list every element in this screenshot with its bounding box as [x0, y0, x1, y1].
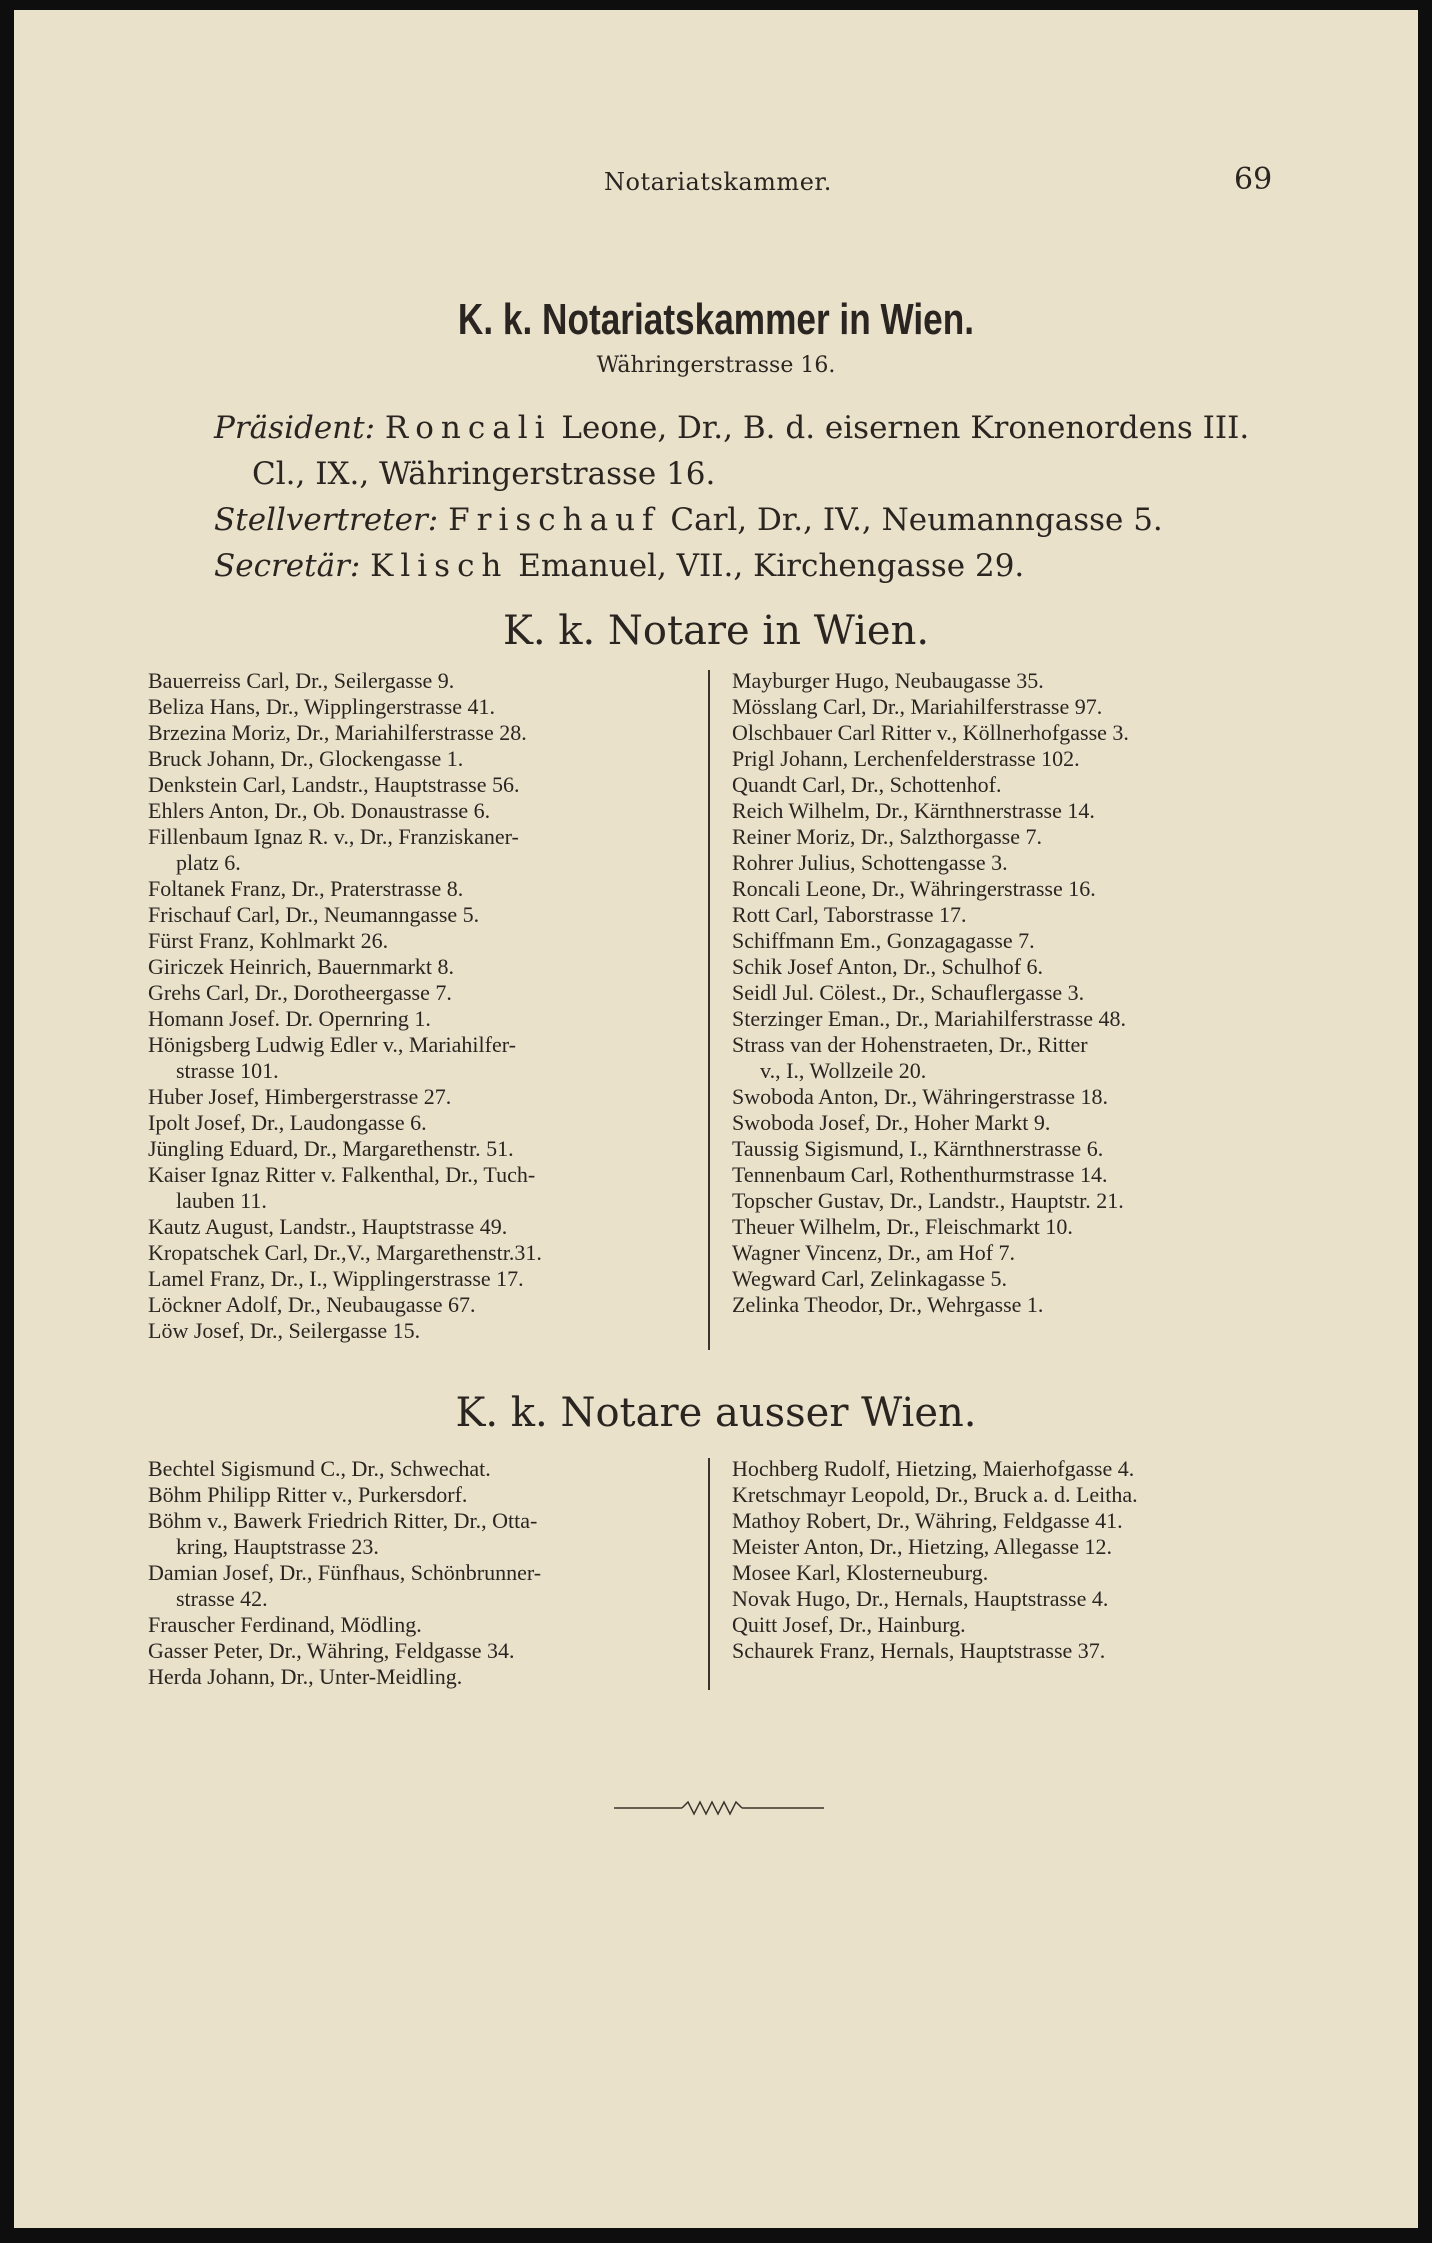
list-item: Denkstein Carl, Landstr., Hauptstrasse 56. — [148, 772, 520, 797]
notare-ausser-right-column — [732, 1456, 1138, 1664]
list-item: Zelinka Theodor, Dr., Wehrgasse 1. — [732, 1292, 1044, 1317]
officer-details: Carl, Dr., IV., Neumanngasse 5. — [660, 502, 1163, 538]
list-item: Mathoy Robert, Dr., Währing, Feldgasse 41. — [732, 1508, 1123, 1533]
list-item: Kautz August, Landstr., Hauptstrasse 49. — [148, 1214, 508, 1239]
list-item: Kaiser Ignaz Ritter v. Falkenthal, Dr., Tuch- — [148, 1162, 536, 1187]
list-item: Topscher Gustav, Dr., Landstr., Hauptstr. 21. — [732, 1188, 1124, 1213]
officers-list — [214, 405, 1294, 589]
list-item: Swoboda Anton, Dr., Währingerstrasse 18. — [732, 1084, 1108, 1109]
list-item: Ehlers Anton, Dr., Ob. Donaustrasse 6. — [148, 798, 491, 823]
list-item: Mayburger Hugo, Neubaugasse 35. — [732, 668, 1044, 693]
list-item: Prigl Johann, Lerchenfelderstrasse 102. — [732, 746, 1080, 771]
list-item: Huber Josef, Himbergerstrasse 27. — [148, 1084, 452, 1109]
list-item: Beliza Hans, Dr., Wipplingerstrasse 41. — [148, 694, 495, 719]
list-item: Rott Carl, Taborstrasse 17. — [732, 902, 967, 927]
list-item: Löw Josef, Dr., Seilergasse 15. — [148, 1318, 421, 1343]
list-item: Gasser Peter, Dr., Währing, Feldgasse 34. — [148, 1638, 515, 1663]
list-item: Homann Josef. Dr. Opernring 1. — [148, 1006, 431, 1031]
column-divider — [708, 670, 710, 1350]
list-item: Kretschmayr Leopold, Dr., Bruck a. d. Leitha. — [732, 1482, 1138, 1507]
list-item: Schik Josef Anton, Dr., Schulhof 6. — [732, 954, 1044, 979]
list-item: Hönigsberg Ludwig Edler v., Mariahilfer- — [148, 1032, 516, 1057]
list-item: Damian Josef, Dr., Fünfhaus, Schönbrunner- — [148, 1560, 542, 1585]
officer-surname: Frischauf — [448, 502, 661, 538]
list-item: Giriczek Heinrich, Bauernmarkt 8. — [148, 954, 455, 979]
list-item: Bruck Johann, Dr., Glockengasse 1. — [148, 746, 464, 771]
officer-role: Präsident: — [214, 410, 376, 446]
page — [14, 10, 1418, 2228]
notare-wien-right-column — [732, 668, 1129, 1318]
list-item: Wagner Vincenz, Dr., am Hof 7. — [732, 1240, 1016, 1265]
officer-secretaer — [214, 543, 1294, 589]
list-item: Reiner Moriz, Dr., Salzthorgasse 7. — [732, 824, 1042, 849]
section-title-notare-wien: K. k. Notare in Wien. — [502, 608, 930, 654]
list-item: Hochberg Rudolf, Hietzing, Maierhofgasse 4. — [732, 1456, 1135, 1481]
list-item: Theuer Wilhelm, Dr., Fleischmarkt 10. — [732, 1214, 1073, 1239]
list-item: Roncali Leone, Dr., Währingerstrasse 16. — [732, 876, 1096, 901]
list-item: Löckner Adolf, Dr., Neubaugasse 67. — [148, 1292, 476, 1317]
list-item: Taussig Sigismund, I., Kärnthnerstrasse 6. — [732, 1136, 1104, 1161]
section-title-notare-ausser-wien: K. k. Notare ausser Wien. — [455, 1390, 977, 1436]
officer-praesident — [214, 405, 1294, 451]
notare-wien-left-column — [148, 668, 542, 1344]
list-item: lauben 11. — [176, 1188, 267, 1213]
list-item: Quandt Carl, Dr., Schottenhof. — [732, 772, 1002, 797]
list-item: Grehs Carl, Dr., Dorotheergasse 7. — [148, 980, 452, 1005]
chamber-title: K. k. Notariatskammer in Wien. — [457, 295, 975, 344]
list-item: strasse 101. — [176, 1058, 279, 1083]
officer-role: Stellvertreter: — [214, 502, 439, 538]
ornament-rule-icon — [614, 1798, 824, 1818]
list-item: Mosee Karl, Klosterneuburg. — [732, 1560, 989, 1585]
page-number: 69 — [1234, 162, 1273, 197]
list-item: Sterzinger Eman., Dr., Mariahilferstrasse 48. — [732, 1006, 1127, 1031]
list-item: Tennenbaum Carl, Rothenthurmstrasse 14. — [732, 1162, 1108, 1187]
officer-surname: Roncali — [384, 410, 552, 446]
officer-stellvertreter — [214, 497, 1294, 543]
list-item: Ipolt Josef, Dr., Laudongasse 6. — [148, 1110, 427, 1135]
list-item: Schiffmann Em., Gonzagagasse 7. — [732, 928, 1035, 953]
list-item: Olschbauer Carl Ritter v., Köllnerhofgasse 3. — [732, 720, 1129, 745]
list-item: Novak Hugo, Dr., Hernals, Hauptstrasse 4. — [732, 1586, 1109, 1611]
list-item: Quitt Josef, Dr., Hainburg. — [732, 1612, 966, 1637]
officer-details-cont: Cl., IX., Währingerstrasse 16. — [252, 456, 716, 492]
list-item: Meister Anton, Dr., Hietzing, Allegasse 12. — [732, 1534, 1113, 1559]
officer-surname: Klisch — [370, 548, 509, 584]
running-head: Notariatskammer. — [604, 168, 832, 196]
column-divider — [708, 1458, 710, 1690]
list-item: Herda Johann, Dr., Unter-Meidling. — [148, 1664, 463, 1689]
list-item: Fürst Franz, Kohlmarkt 26. — [148, 928, 389, 953]
officer-details: Emanuel, VII., Kirchengasse 29. — [508, 548, 1025, 584]
list-item: Seidl Jul. Cölest., Dr., Schauflergasse 3. — [732, 980, 1085, 1005]
list-item: kring, Hauptstrasse 23. — [176, 1534, 379, 1559]
list-item: Brzezina Moriz, Dr., Mariahilferstrasse 28. — [148, 720, 527, 745]
chamber-address: Währingerstrasse 16. — [596, 353, 836, 378]
list-item: Fillenbaum Ignaz R. v., Dr., Franziskaner- — [148, 824, 519, 849]
list-item: Bauerreiss Carl, Dr., Seilergasse 9. — [148, 668, 455, 693]
list-item: Frauscher Ferdinand, Mödling. — [148, 1612, 422, 1637]
list-item: Swoboda Josef, Dr., Hoher Markt 9. — [732, 1110, 1051, 1135]
list-item: Schaurek Franz, Hernals, Hauptstrasse 37. — [732, 1638, 1106, 1663]
notare-ausser-left-column — [148, 1456, 541, 1690]
list-item: platz 6. — [176, 850, 241, 875]
list-item: Bechtel Sigismund C., Dr., Schwechat. — [148, 1456, 491, 1481]
list-item: Wegward Carl, Zelinkagasse 5. — [732, 1266, 1007, 1291]
list-item: Rohrer Julius, Schottengasse 3. — [732, 850, 1008, 875]
list-item: v., I., Wollzeile 20. — [760, 1058, 927, 1083]
list-item: Lamel Franz, Dr., I., Wipplingerstrasse 17. — [148, 1266, 524, 1291]
officer-details: Leone, Dr., B. d. eisernen Kronenordens III. — [551, 410, 1250, 446]
list-item: Reich Wilhelm, Dr., Kärnthnerstrasse 14. — [732, 798, 1095, 823]
officer-role: Secretär: — [214, 548, 361, 584]
list-item: Böhm v., Bawerk Friedrich Ritter, Dr., Otta- — [148, 1508, 538, 1533]
list-item: Böhm Philipp Ritter v., Purkersdorf. — [148, 1482, 468, 1507]
list-item: Strass van der Hohenstraeten, Dr., Ritter — [732, 1032, 1088, 1057]
list-item: Mösslang Carl, Dr., Mariahilferstrasse 97. — [732, 694, 1103, 719]
list-item: Kropatschek Carl, Dr.,V., Margarethenstr.31. — [148, 1240, 542, 1265]
list-item: Frischauf Carl, Dr., Neumanngasse 5. — [148, 902, 480, 927]
list-item: strasse 42. — [176, 1586, 268, 1611]
list-item: Jüngling Eduard, Dr., Margarethenstr. 51. — [148, 1136, 514, 1161]
list-item: Foltanek Franz, Dr., Praterstrasse 8. — [148, 876, 464, 901]
